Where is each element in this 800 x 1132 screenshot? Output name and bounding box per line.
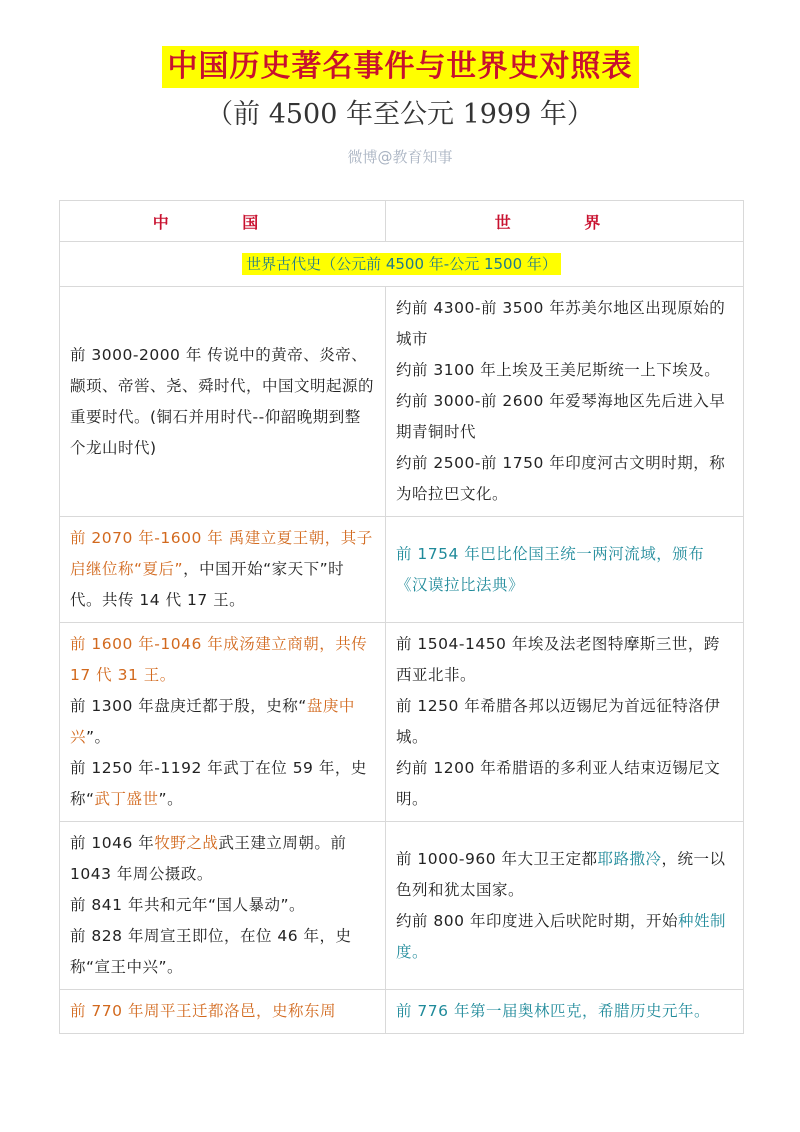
world-paragraph [396,293,733,355]
world-paragraph [396,386,733,448]
text-run: 约前 4300-前 3500 年苏美尔地区出现原始的城市 [396,299,726,348]
era-row [60,242,744,287]
china-paragraph [70,753,375,815]
text-run: ，中国开始“家天下”时代。共传 14 代 17 王。 [70,560,345,609]
table-row [60,822,744,990]
page-title: 中国历史著名事件与世界史对照表 [162,46,639,88]
world-cell [386,517,744,623]
text-run: 约前 3000-前 2600 年爱琴海地区先后进入早期青铜时代 [396,392,726,441]
china-paragraph [70,996,375,1027]
china-cell [60,517,386,623]
world-cell [386,822,744,990]
text-run: 前 1754 年巴比伦国王统一两河流域，颁布《汉谟拉比法典》 [396,544,705,594]
world-cell [386,623,744,822]
text-run: 前 1300 年盘庚迁都于殷，史称“ [70,697,307,715]
text-run: 前 2070 年-1600 年 禹建立夏王朝，其子启继位称“夏后” [70,529,373,578]
text-run: 前 1600 年-1046 年成汤建立商朝，共传 17 代 31 王。 [70,635,368,684]
world-paragraph [396,448,733,510]
china-cell [60,822,386,990]
china-paragraph [70,921,375,983]
text-run: 盘庚中兴 [70,697,355,746]
text-run: 牧野之战 [154,834,219,852]
china-paragraph [70,629,375,691]
china-cell [60,287,386,517]
table-row [60,287,744,517]
world-paragraph [396,996,733,1027]
table-body [60,242,744,1034]
china-paragraph [70,691,375,753]
table-header-row [60,201,744,242]
world-paragraph [396,906,733,968]
column-header-china: 中 国 [60,201,386,242]
era-label: 世界古代史（公元前 4500 年-公元 1500 年） [242,253,561,275]
text-run: ，统一以色列和犹太国家。 [396,849,726,899]
china-cell [60,990,386,1034]
text-run: ”。 [86,728,111,746]
world-paragraph [396,539,733,601]
page-subtitle: （前 4500 年至公元 1999 年） [206,99,594,130]
text-run: 前 1250 年希腊各邦以迈锡尼为首远征特洛伊城。 [396,697,721,746]
text-run: 约前 800 年印度进入后吠陀时期，开始 [396,911,678,930]
text-run: 武王建立周朝。前 1043 年周公摄政。 [70,834,347,883]
text-run: ”。 [158,790,184,808]
china-paragraph [70,340,375,464]
text-run: 前 1504-1450 年埃及法老图特摩斯三世，跨西亚北非。 [396,635,720,684]
world-paragraph [396,355,733,386]
world-paragraph [396,753,733,815]
table-row [60,990,744,1034]
text-run: 前 841 年共和元年“国人暴动”。 [70,896,305,914]
comparison-table [59,200,744,1034]
china-cell [60,623,386,822]
text-run: 前 776 年第一届奥林匹克，希腊历史元年。 [396,1002,710,1020]
china-paragraph [70,890,375,921]
text-run: 前 1046 年 [70,834,155,852]
world-paragraph [396,844,733,906]
text-run: 前 770 年周平王迁都洛邑，史称东周 [70,1002,336,1020]
text-run: 约前 2500-前 1750 年印度河古文明时期，称为哈拉巴文化。 [396,454,726,503]
text-run: 前 1250 年-1192 年武丁在位 59 年，史称“ [70,759,367,808]
text-run: 约前 3100 年上埃及王美尼斯统一上下埃及。 [396,361,721,379]
text-run: 前 1000-960 年大卫王定都 [396,849,598,868]
china-paragraph [70,828,375,890]
text-run: 耶路撒冷 [597,849,662,868]
world-paragraph [396,629,733,691]
text-run: 前 3000-2000 年 传说中的黄帝、炎帝、颛顼、帝喾、尧、舜时代，中国文明起源的重要时代。(铜石并用时代--仰韶晚期到整个龙山时代) [70,345,375,457]
world-cell [386,990,744,1034]
text-run: 约前 1200 年希腊语的多利亚人结束迈锡尼文明。 [396,759,721,808]
china-paragraph [70,523,375,616]
era-cell [60,242,744,287]
text-run: 武丁盛世 [94,790,159,808]
text-run: 种姓制度。 [396,911,726,961]
world-paragraph [396,691,733,753]
world-cell [386,287,744,517]
watermark: 微博@教育知事 [347,148,453,166]
title-wrap [0,0,800,88]
table-row [60,623,744,822]
column-header-world: 世 界 [386,201,744,242]
table-row [60,517,744,623]
text-run: 前 828 年周宣王即位，在位 46 年，史称“宣王中兴”。 [70,927,352,976]
